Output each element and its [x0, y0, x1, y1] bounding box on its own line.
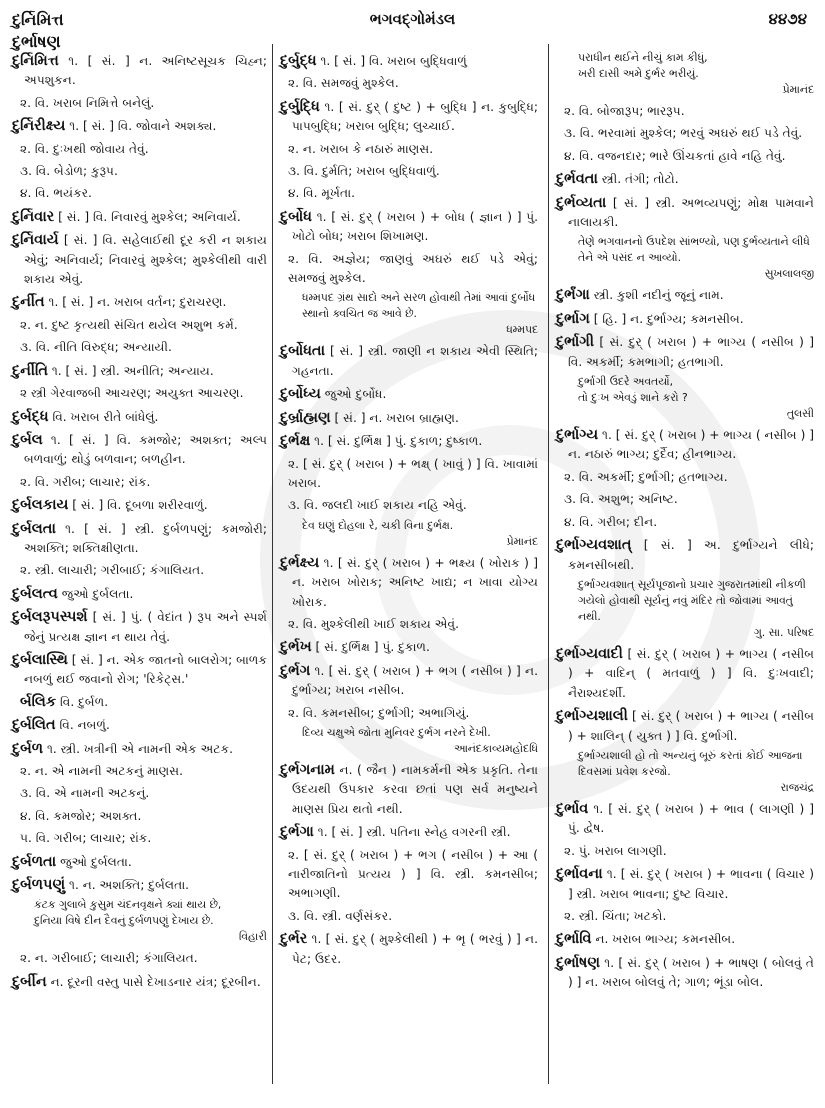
definition-text: ૨. વિ. ગરીબ; લાચાર; રાંક. — [20, 474, 151, 489]
definition-text: ૪. વિ. મૂર્ખતા. — [288, 186, 355, 201]
definition-text: ૨. સ્ત્રી. લાચારી; ગરીબાઈ; કંગાલિયત. — [20, 563, 205, 578]
dictionary-entry — [556, 930, 814, 949]
guide-word-first: દુર્નિમિત્ત — [12, 10, 64, 29]
definition-text: ૪. વિ. ગરીબ; દીન. — [564, 514, 658, 529]
entry-sense — [20, 338, 267, 357]
entry-sense — [20, 829, 267, 848]
entry-sense — [288, 74, 538, 93]
dictionary-entry — [556, 170, 814, 189]
entry-sense — [20, 184, 267, 203]
headword: દુર્ભર — [280, 931, 308, 948]
definition-text: ૧. [ સં. દુર્ ( ખરાબ ) + ભક્ષ્ય ( ખોરાક ) ] ન. ખરાબ ખોરાક; અનિષ્ટ ખાદ્ય; ન ખાવા યોગ્ય ખોરાક. — [292, 555, 538, 609]
quotation-source: પ્રેમાનંદ — [506, 534, 538, 548]
headword: દુર્ભાગ્યવાદી — [556, 645, 623, 662]
dictionary-entry — [12, 293, 267, 312]
dictionary-entry — [280, 52, 538, 71]
headword: દુર્બલકાય — [12, 497, 69, 514]
definition-text: ૩. વિ. સ્ત્રી. વર્ણસંકર. — [288, 908, 393, 923]
quotation — [578, 748, 814, 796]
headword: દુર્બલિત — [12, 717, 56, 734]
definition-text: વિ. ખરાબ રીતે બાંધેલું. — [52, 409, 159, 424]
dictionary-entry — [280, 554, 538, 612]
quotation-line: દુનિયા વિષે દીન દૈવનું દુર્બળપણું દેખાય છે. — [34, 914, 214, 928]
entry-sense — [564, 468, 814, 487]
quotation-line: તેણે ભગવાનનો ઉપદેશ સાંભળ્યો, પણ દુર્ભવ્યતાને લીધે તેને એ પસંદ ન આવ્યો. — [578, 235, 810, 265]
dictionary-entry — [280, 823, 538, 842]
definition-text: ૧. [ સં. ] સ્ત્રી. અનીતિ; અન્યાય. — [51, 363, 214, 378]
dictionary-entry — [12, 231, 267, 289]
definition-text: ૩. વિ. જલદી ખાઈ શકાય નહિ એવું. — [288, 498, 467, 513]
headword: દુર્ભંગા — [556, 287, 590, 304]
dictionary-entry — [280, 409, 538, 428]
definition-text: ૨. વિ. કમનસીબ; દુર્ભાગી; અભાગિયું. — [288, 705, 470, 720]
definition-text: સ્ત્રી. તંગી; તોટો. — [601, 172, 679, 187]
definition-text: ૧. [ સં. દુર્ ( ખરાબ ) + ભાવના ( વિચાર ) ] સ્ત્રી. ખરાબ ભાવના; દુષ્ટ વિચાર. — [568, 867, 814, 901]
definition-text: જુઓ દુર્બલતા. — [60, 854, 132, 869]
quotation — [578, 234, 814, 282]
entry-sense — [20, 384, 267, 403]
quotation-line: ધમ્મપદ ગ્રંથ સાદો અને સરળ હોવાથી તેમાં આવાં દુર્બોધ સ્થાનો ક્વચિત જ આવે છે. — [302, 291, 536, 321]
quotation — [34, 897, 267, 945]
dictionary-entry — [12, 52, 267, 91]
dictionary-entry — [556, 426, 814, 465]
column-divider — [272, 44, 273, 1084]
headword: દુર્બોધ — [280, 208, 312, 225]
entry-sense — [20, 140, 267, 159]
definition-text: ૨. ન. ખરાબ કે નઠારું માણસ. — [288, 141, 434, 156]
headword: દુર્ભવ્યતા — [556, 194, 607, 211]
entry-sense — [564, 490, 814, 509]
dictionary-entry — [556, 707, 814, 746]
headword: દુર્બલાસ્થિ — [12, 651, 68, 668]
dictionary-entry — [556, 800, 814, 839]
quotation-line: પરાધીન થઈને નીચું કામ કીધું, — [578, 51, 708, 64]
dictionary-entry — [12, 496, 267, 515]
definition-text: ૪. વિ. વજનદાર; ભારે ઊંચકતાં હાવે નહિ તેવું. — [564, 148, 786, 163]
definition-text: ૨. વિ. ખરાબ નિમિત્તે બનેલું. — [20, 95, 155, 110]
guide-word-last: દુર્ભાષણ — [12, 32, 61, 51]
dictionary-entry — [12, 853, 267, 872]
dictionary-entry — [12, 431, 267, 470]
dictionary-entry — [280, 662, 538, 701]
entry-sense — [564, 147, 814, 166]
headword: દુર્ભખ — [280, 639, 312, 656]
headword: દુર્બોધતા — [280, 343, 326, 360]
headword: દુર્બલરૂપસ્પર્શ — [12, 609, 88, 626]
dictionary-entry — [12, 408, 267, 427]
headword: દુર્બળ — [12, 740, 44, 757]
headword: દુર્ભક્ષ્ય — [280, 554, 320, 571]
entry-sense — [20, 94, 267, 113]
entry-sense — [20, 473, 267, 492]
quotation-source: સુખલાલજી — [764, 267, 814, 281]
dictionary-entry — [556, 645, 814, 703]
dictionary-entry — [12, 651, 267, 690]
definition-text: ન. ખરાબ ભાગ્ય; કમનસીબ. — [595, 932, 736, 947]
entry-sense — [288, 907, 538, 926]
definition-text: જુઓ દુર્બોધ. — [324, 387, 387, 402]
definition-text: ૩. વિ. અશુભ; અનિષ્ટ. — [564, 492, 678, 507]
dictionary-entry — [556, 536, 814, 575]
definition-text: ૧. [ સં. દુર્ ( ખરાબ ) + ભાગ્ય ( નસીબ ) ] ન. નઠારું ભાગ્ય; દુર્દૈવ; હીનભાગ્ય. — [568, 428, 815, 462]
definition-text: ૨. [ સં. દુર્ ( ખરાબ ) + ભક્ષ્ ( ખાવું ) ] વિ. ખાવામાં ખરાબ. — [288, 456, 538, 490]
dictionary-entry — [556, 954, 814, 993]
dictionary-entry — [556, 286, 814, 305]
definition-text: [ સં. ] વિ. નિવારવું મુશ્કેલ; અનિવાર્ય. — [58, 209, 241, 224]
definition-text: ૧. [ સં. દુર્ ( દુષ્ટ ) + બુદ્ધિ ] ન. કુબુદ્ધિ; પાપબુદ્ધિ; ખરાબ બુદ્ધિ; લુચ્ચાઈ. — [292, 99, 538, 134]
entry-sense — [564, 842, 814, 861]
headword: દુર્બુદ્ધ — [280, 53, 317, 69]
headword: દુર્નિરીક્ષ્ય — [12, 118, 66, 135]
definition-text: [ સં. દુર્ ( ખરાબ ) + ભાગ્ય ( નસીબ ) + વાદિન્ ( મતવાળું ) ] વિ. દુઃખવાદી; નૈરાશ્યદર્શી. — [568, 646, 815, 700]
definition-text: ૪. વિ. કમજોર; અશક્ત. — [20, 808, 142, 823]
headword: દુર્બ્રાહ્મણ — [280, 409, 331, 426]
headword: દુર્બોધ્ય — [280, 386, 321, 403]
definition-text: જુઓ દુર્બલતા. — [61, 586, 134, 601]
dictionary-entry — [280, 930, 538, 969]
definition-text: [ સં. ] પું. ( વેદાંત ) રૂપ અને સ્પર્શ જેનું પ્રત્યક્ષ જ્ઞાન ન થાય તેવું. — [24, 610, 268, 644]
entry-sense — [288, 615, 538, 634]
headword: દુર્નિમિત્ત — [12, 53, 59, 69]
quotation — [302, 725, 538, 757]
definition-text: [ સં. ] વિ. દૂબળા શરીરવાળું. — [72, 498, 208, 513]
column-divider — [548, 44, 549, 1084]
entry-sense — [288, 846, 538, 904]
headword: દુર્ભગા — [280, 824, 314, 841]
definition-text: [ સં. ] સ્ત્રી. અભવ્યપણું; મોક્ષ પામવાને નાલાયકી. — [568, 195, 814, 230]
definition-text: ૧. [ સં. ] સ્ત્રી. પતિના સ્નેહ વગરની સ્ત્રી. — [317, 825, 511, 840]
definition-text: [ સં. ] ન. એક જાતનો બાલરોગ; બાળક નબળું થઈ જવાનો રોગ; 'રિકેટ્સ.' — [24, 652, 267, 687]
dictionary-entry — [12, 608, 267, 647]
definition-text: ૩. વિ. એ નામની અટકનું. — [20, 786, 150, 801]
headword: દુર્બળતા — [12, 853, 57, 870]
headword: દુર્ભવતા — [556, 171, 598, 188]
column-1 — [12, 48, 267, 992]
definition-text: ૨. ન. દુષ્ટ કૃત્યથી સંચિત થયેલ અશુભ કર્મ. — [20, 317, 238, 332]
definition-text: ૨. વિ. અજ્ઞેય; જાણવું અઘરું થઈ પડે એવું; સમજવું મુશ્કેલ. — [288, 251, 538, 286]
definition-text: ૩. વિ. બેડોળ; કુરૂપ. — [20, 164, 118, 179]
quotation-line: કંટક ગુલાબે કુસુમ ચંદનવૃક્ષને ક્યાં થાય છે, — [34, 898, 222, 912]
definition-text: ૩. વિ. ભરવામાં મુશ્કેલ; ભરવું અઘરું થઈ પડે તેવું. — [564, 126, 803, 141]
quotation-source: પ્રેમાનંદ — [782, 83, 814, 96]
headword: દુર્બળપણું — [12, 877, 66, 894]
definition-text: ૧. [ સં. દુર્ ( ખરાબ ) + ભગ ( નસીબ ) ] ન. દુર્ભાગ્ય; ખરાબ નસીબ. — [292, 663, 539, 698]
definition-text: [ સં. દુર્ ( ખરાબ ) + ભાગ્ય ( નસીબ ) ] વિ. અકર્મી; કમભાગી; હતભાગી. — [568, 335, 815, 369]
dictionary-entry — [280, 342, 538, 381]
dictionary-entry — [280, 761, 538, 819]
definition-text: ૩. વિ. દુર્મતિ; ખરાબ બુદ્ધિવાળું. — [288, 164, 440, 179]
dictionary-entry — [280, 98, 538, 137]
quotation-source: રાજચંદ્ર — [780, 780, 814, 794]
headword: દુર્ભાગ — [556, 310, 590, 327]
definition-text: ૨. વિ. મુશ્કેલીથી ખાઈ શકાય એવું. — [288, 616, 460, 631]
definition-text: [ સં. દુર્ ( ખરાબ ) + ભાગ્ય ( નસીબ ) + શાલિન્ ( યુક્ત ) ] વિ. દુર્ભાગી. — [568, 709, 815, 743]
definition-text: ૧. ન. અશક્તિ; દુર્બલતા. — [69, 878, 190, 893]
headword: દુર્ભાગ્ય — [556, 427, 599, 444]
definition-text: ૫. વિ. ગરીબ; લાચાર; રાંક. — [20, 831, 152, 846]
definition-text: ૨. [ સં. દુર્ ( ખરાબ ) + ભગ ( નસીબ ) + આ ( નારીજાતિનો પ્રત્યય ) ] વિ. સ્ત્રી. કમનસીબ; અભાગણી. — [288, 847, 538, 901]
entry-sense — [288, 455, 538, 494]
entry-sense — [288, 496, 538, 515]
headword: દુર્ભાવિ — [556, 931, 592, 948]
definition-text: ૨. સ્ત્રી. ચિંતા; ખટકો. — [564, 908, 667, 923]
entry-sense — [288, 250, 538, 289]
definition-text: ૨ સ્ત્રી ગેરવાજબી આચરણ; અયુક્ત આચરણ. — [20, 386, 244, 401]
dictionary-entry — [556, 865, 814, 904]
quotation-source: વિહારી — [238, 930, 267, 944]
book-title: ભગવદ્ગોમંડલ — [369, 10, 456, 28]
quotation — [578, 374, 814, 422]
definition-text: [ સં. ] વિ. સહેલાઈથી દૂર કરી ન શકાય એવું; અનિવાર્ય; નિવારવું મુશ્કેલ; મુશ્કેલીથી વારી શકાય એવું. — [24, 233, 267, 287]
dictionary-entry — [12, 362, 267, 381]
quotation-line: દુર્ભાગી ઉદરે અવતર્યો, — [578, 375, 674, 389]
entry-sense — [564, 907, 814, 926]
dictionary-entry — [280, 638, 538, 657]
definition-text: ૧. [ સં. દુર્ ( ખરાબ ) + ભાષણ ( બોલવું તે ) ] ન. ખરાબ બોલવું તે; ગાળ; ભૂંડા બોલ. — [568, 955, 815, 990]
headword: દુર્નિવાર — [12, 208, 55, 225]
headword: દુર્ભક્ષ — [280, 433, 311, 450]
definition-text: ન. દૂરની વસ્તુ પાસે દેખાડનાર યંત્ર; દૂરબીન. — [50, 974, 261, 989]
definition-text: ૧. [ સં. દુર્ ( મુશ્કેલીથી ) + ભૃ ( ભરવું ) ] ન. પેટ; ઉદર. — [292, 932, 538, 966]
entry-sense — [20, 162, 267, 181]
dictionary-entry — [12, 876, 267, 895]
headword: દુર્બલતા — [12, 520, 56, 537]
quotation-line: દેવ ઘણું દોહલા રે, ચકી વિના દુર્ભક્ષ. — [302, 518, 454, 532]
entry-sense — [20, 693, 267, 712]
dictionary-entry — [12, 973, 267, 992]
definition-text: [ સં. ] અ. દુર્ભાગ્યને લીધે; કમનસીબથી. — [568, 538, 814, 572]
quotation-source: ગુ. સા. પરિષદ — [753, 625, 814, 639]
definition-text: ૨. વિ. દુઃખથી જોવાય તેવું. — [20, 141, 149, 156]
headword: દુર્બલ — [12, 431, 43, 448]
definition-text: ૪. વિ. ભયંકર. — [20, 186, 92, 201]
definition-text: ૧. [ સં. દુર્ ( ખરાબ ) + બોધ ( જ્ઞાન ) ] પું. ખોટો બોધ; ખરાબ શિખામણ. — [292, 209, 538, 244]
quotation-line: દિવ્ય ચક્ષુએ જોતા મુનિવર દુર્ભગ નરને દેખી. — [302, 725, 491, 739]
entry-sense — [20, 762, 267, 781]
headword: દુર્ભાવના — [556, 866, 603, 883]
headword: દુર્ભાગ્યવશાત્ — [556, 537, 632, 554]
column-3 — [556, 48, 814, 993]
quotation-source: આનંદકાવ્યમહોદધિ — [453, 741, 538, 755]
headword: દુર્ભાગ્યશાલી — [556, 708, 628, 725]
entry-sense — [288, 184, 538, 203]
definition-text: ૨. ન. એ નામની અટકનું માણસ. — [20, 764, 184, 778]
definition-text: ૧. [ સં. ] ન. ખરાબ વર્તન; દુરાચરણ. — [48, 295, 227, 310]
definition-text: ન. ( જૈન ) નામકર્મની એક પ્રકૃતિ. તેના ઉદયથી ઉપકાર કરવા છતાં પણ સર્વ મનુષ્યને માણસ પ્રિય થતો નથી. — [292, 762, 539, 816]
definition-text: [ સં. ] ન. ખરાબ બ્રાહ્મણ. — [334, 410, 459, 425]
entry-sense — [20, 316, 267, 335]
dictionary-entry — [556, 194, 814, 233]
entry-sense — [20, 949, 267, 968]
definition-text: ૧. [ સં. ] વિ. કમજોર; અશક્ત; અલ્પ બળવાળું; થોડું બળવાન; બળહીન. — [24, 432, 268, 467]
dictionary-entry — [12, 117, 267, 136]
quotation-source: તુલસી — [786, 407, 814, 421]
headword: દુર્ભાષણ — [556, 954, 601, 971]
dictionary-entry — [12, 585, 267, 604]
entry-sense — [20, 784, 267, 803]
dictionary-entry — [280, 432, 538, 451]
definition-text: ૧. [ સં. ] સ્ત્રી. દુર્બળપણું; કમજોરી; અશક્તિ; શક્તિક્ષીણતા. — [24, 521, 268, 555]
headword: દુર્નિવાર્ય — [12, 232, 59, 249]
headword: દુર્બલત્વ — [12, 585, 58, 602]
headword: દુર્નીતિ — [12, 362, 48, 379]
quotation-line: દુર્ભાગ્યવશાત્ સૂર્યપૂજાનો પ્રચાર ગુજરાતમાંથી નીકળી ગયેલો હોવાથી સૂર્યનું નવું મંદિર તો જોવામાં આવતું નથી. — [578, 577, 806, 623]
headword: દુર્ભાવ — [556, 800, 589, 817]
definition-text: [ સં. દુર્ભિક્ષ ] પું. દુકાળ. — [315, 640, 430, 655]
definition-text: ૨. ન. ગરીબાઈ; લાચારી; કંગાલિયત. — [20, 951, 198, 966]
dictionary-entry — [12, 740, 267, 759]
headword: દુર્બુદ્ધિ — [280, 98, 320, 115]
definition-text: ૧. [ સં. દુર્ભિક્ષ ] પું. દુકાળ; દુષ્કાળ. — [314, 434, 483, 449]
entry-sense — [288, 704, 538, 723]
definition-text: ૨. વિ. બોજારૂપ; ભારરૂપ. — [564, 104, 685, 118]
entry-sense — [564, 124, 814, 143]
definition-text: ૨. પું. ખરાબ લાગણી. — [564, 843, 667, 858]
dictionary-entry — [280, 385, 538, 404]
definition-text: ૧. [ સં. ] વિ. જોવાને અશક્ય. — [69, 119, 217, 134]
headword: દુર્ભગનામ — [280, 761, 335, 778]
definition-text: ૧. [ સં. ] વિ. ખરાબ બુદ્ધિવાળું — [320, 54, 467, 68]
quotation-line: ખરી દાસી અમે દુર્ભર ભરીયું. — [578, 67, 699, 80]
definition-text: વિ. નબળું. — [59, 718, 110, 733]
quotation-line: તો દુઃખ એવડું શાને કરો ? — [578, 391, 688, 405]
entry-sense — [20, 561, 267, 580]
quotation — [302, 518, 538, 550]
quotation — [302, 290, 538, 338]
dictionary-entry — [556, 310, 814, 329]
definition-text: ૧. સ્ત્રી. ખત્રીની એ નામની એક અટક. — [46, 741, 233, 756]
definition-text: વિ. દુર્બળ. — [60, 694, 109, 709]
headword: ર્બલિક — [20, 693, 57, 710]
page-number: ૪૪૭૪ — [768, 10, 807, 28]
entry-sense — [288, 140, 538, 159]
definition-text: ૩. વિ. નીતિ વિરુદ્ધ; અન્યાયી. — [20, 340, 172, 355]
dictionary-entry — [12, 716, 267, 735]
column-2 — [280, 48, 538, 969]
dictionary-entry — [280, 208, 538, 247]
dictionary-entry — [12, 208, 267, 227]
headword: દુર્નીત — [12, 294, 45, 311]
definition-text: ૨. વિ. સમજવું મુશ્કેલ. — [288, 76, 399, 91]
quotation — [578, 577, 814, 641]
definition-text: ૧. [ સં. ] ન. અનિષ્ટસૂચક ચિહ્ન; અપશુકન. — [24, 54, 267, 88]
entry-sense — [288, 162, 538, 181]
quotation — [578, 50, 814, 98]
entry-sense — [564, 513, 814, 532]
definition-text: સ્ત્રી. કુશી નદીનું જૂનું નામ. — [593, 288, 724, 303]
definition-text: ૧. [ સં. દુર્ ( ખરાબ ) + ભાવ ( લાગણી ) ] પું. દ્વેષ. — [568, 801, 815, 836]
dictionary-entry — [556, 333, 814, 372]
dictionary-entry — [12, 520, 267, 559]
entry-sense — [564, 102, 814, 121]
quotation-line: દુર્ભાગ્યશાલી હો તો અન્યનું બૂરું કરતાં કોઈ આજના દિવસમાં પ્રવેશ કરજો. — [578, 748, 803, 778]
headword: દુર્બદ્ધ — [12, 408, 49, 425]
definition-text: [ હિ. ] ન. દુર્ભાગ્ય; કમનસીબ. — [593, 311, 744, 326]
headword: દુર્ભગ — [280, 662, 311, 679]
quotation-source: ધમ્મપદ — [506, 323, 538, 337]
definition-text: [ સં. ] સ્ત્રી. જાણી ન શકાય એવી સ્થિતિ; ગહનતા. — [292, 344, 539, 378]
headword: દુર્ભાગી — [556, 334, 594, 351]
entry-sense — [20, 807, 267, 826]
headword: દુર્બીન — [12, 973, 47, 990]
definition-text: ૨. વિ. અકર્મી; દુર્ભાગી; હતભાગ્ય. — [564, 469, 728, 484]
